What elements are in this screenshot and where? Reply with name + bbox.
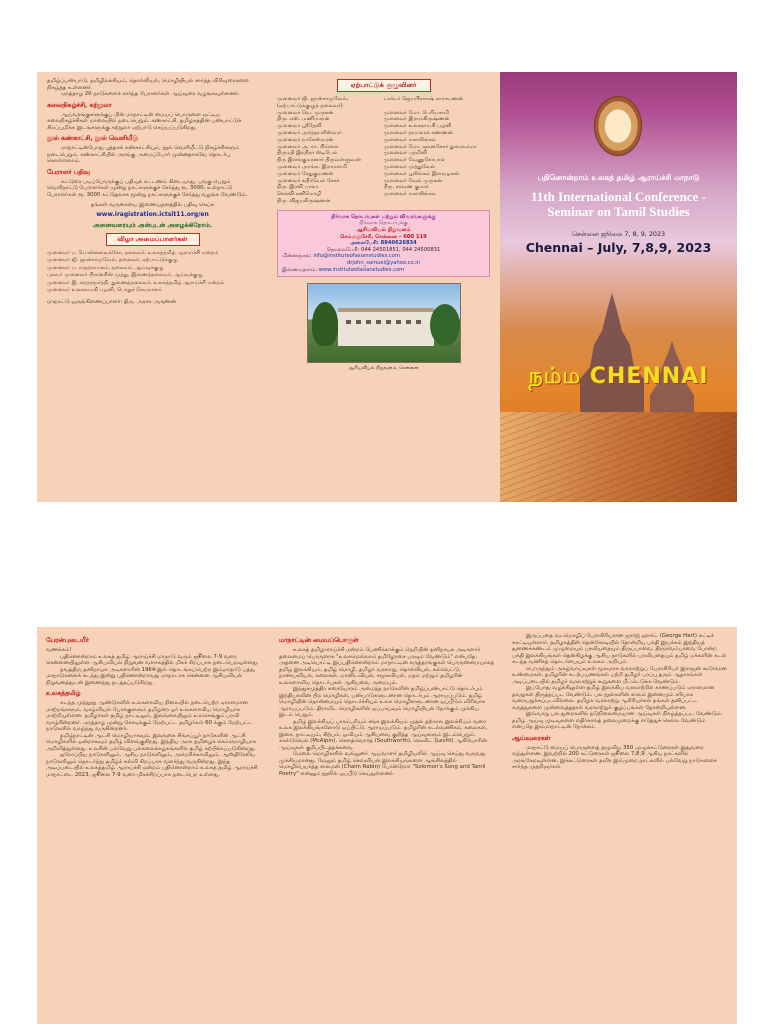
organizer-5: முனைவர் இ. சுந்தரமூர்த்தி, துணைத்தலைவர், உலகத்தமிழ் ஆராய்ச்சி மன்றம் bbox=[47, 279, 225, 286]
brochure-outer-side bbox=[37, 72, 737, 502]
committee-row: முனைவர் கதிர்வேல் சேகர் முனைவர் வேல் முருகன் bbox=[277, 177, 443, 184]
world-tamil-para-3: ஐரோப்பிய நாடுகளிலும், ஆசிய நாடுகளிலும், அமெரிக்காவிலும், ஆஸ்திரேலிய நாடுகளிலும் தொடர்ந்து தமிழ்க் கல்வி சிறப்பாக வளர்ந்து வருகின்றது. இந்த அடிப்படையில் உலகத்தமிழ் ஆராய்ச்சி மன்றம் பதினொன்றாம் உலகத் தமிழ் ஆராய்ச்சி மாநாட்டை 2023, ஜூலை 7-9 வரை மிகச்சிறப்பாக நடைபெற உள்ளது. bbox=[46, 752, 258, 778]
research-para-2: பொருந்தும் அகழ்வாய்வுகள் மூலமாக வரலாற்றுப் பேராசிரியர் இராஜன் கூடுமென உண்மைகள், தமிழரின் கடற்பயணங்கள் பற்றி தமிழர் பரப்பு தரும் ஆதாரங்கள் அடிப்படையில் தமிழர் வரலாற்றுக் கூறுகளை மீட்டெடுக்க வேண்டும். bbox=[512, 665, 727, 685]
institute-photo bbox=[307, 283, 461, 363]
committee-row: முனைவர் ஜி. ஜான்சாமுவேல், டாக்டர் ஜெயபிரகாஷ் நாராயணன் bbox=[277, 96, 464, 102]
coordinator: மாநாட்டு ஒருங்கிணைப்பாளர்: திரு. அரசா அருணன் bbox=[47, 299, 177, 306]
committee-title: ஏற்பாட்டுக் குழுவினர் bbox=[337, 79, 431, 92]
building-shape bbox=[338, 308, 434, 346]
committee-list bbox=[277, 96, 490, 205]
organizers-title: விழா அமைப்பாளர்கள் bbox=[106, 233, 200, 246]
committee-row: (ஏற்பாட்டுக்குழுத் தலைவர்) bbox=[277, 102, 343, 109]
book-text: மாநாட்டின்போது புத்தகக் கண்காட்சியும், நூல் வெளியீட்டு நிகழ்ச்சிகளும் நடைபெறும். கண்காட்சியில் அரங்கு அமைப்போர் முன்னதாகவே தொடர்பு கொள்ளலாம். bbox=[47, 145, 240, 164]
email-1[interactable]: info@instituteofasianstudies.com bbox=[313, 253, 400, 260]
invitation-para-1: பதினொன்றாம் உலகத் தமிழ் ஆராய்ச்சி மாநாடு வரும் ஜூலை 7-9 வரை சென்னையிலுள்ள ஆசியவியல் நிறுவன வளாகத்தில் மிகச் சிறப்பாக நடைபெறவுள்ளது. bbox=[46, 653, 259, 666]
contact-line-5: தொலைபேசி: 044 24501851, 044 24500831 bbox=[326, 246, 441, 253]
web-label: இணையதளம்: bbox=[282, 266, 317, 273]
committee-row: முனைவர் அ. ரா. பிள்ளை முனைவர் மோ. ஞானசேகர் துரைவர்மா bbox=[277, 143, 477, 150]
arts-text: ஆய்வரங்குகளுக்குப் பின் மாநாட்டின் மையப் பொருளை ஒட்டிய கலைநிகழ்ச்சிகள் மாலையில் நடைபெறும். கண்காட்சி, தமிழகத்தின் பண்பாட்டுச் சிறப்புமிக்க இடங்களுக்கு கற்றுலா ஏற்பாடு செய்யப்படுகிறது. bbox=[47, 111, 242, 131]
cover-tamil-title: பதினொன்றாம் உலகத் தமிழ் ஆராய்ச்சி மாநாடு bbox=[537, 173, 700, 182]
contact-box bbox=[277, 210, 490, 277]
heading-registration: பேராளர் பதிவு bbox=[47, 168, 90, 176]
conference-emblem-icon bbox=[594, 96, 642, 156]
cover-english-title bbox=[510, 189, 727, 219]
world-tamil-para-2: தமிழ்நாட்டின் ஆட்சி மொழியாகவும், இலங்கை சிங்கப்பூர் நாடுகளின் ஆட்சி மொழிகளில் ஒன்றாகவும் தமிழ் விளங்குகிறது. இந்திய அரசு தமிழைச் செம்மொழியாக அறிவித்துள்ளது. உலகின் பல்வேறு பல்கலைக்கழகங்களில் தமிழ் கற்பிக்கப்படுகின்றது. bbox=[46, 732, 257, 752]
panel-committee bbox=[267, 72, 500, 502]
committee-row: திரு. எஸ். மணிமாறன் முனைவர் இராமகிருஷ்ணன் bbox=[277, 116, 450, 123]
registration-text: கட்டுரை படிப்போருக்குப் பதிவுக் கட்டணம் கிடையாது. பங்கு பெறும் வெளிநாட்டு பேராளர்கள் முன்று நாட்களுக்குச் சேர்த்து ரூ. 3000, உள்நாட்டு பேராளர்கள் ரூ. 3000 கட்டுதலாக மூன்று நாட்களுக்குச் சேர்த்து வழங்க வேண்டும். bbox=[47, 178, 248, 198]
tree-shape bbox=[312, 302, 338, 346]
panel-invitation bbox=[37, 627, 270, 1024]
registration-link-intro: தங்கள் வருகையை இணையதளத்தில் பதிவு செய்க bbox=[90, 202, 215, 208]
contact-line-3: செம்மஞ்சேரி, சென்னை – 600 119 bbox=[340, 233, 427, 240]
research-para-4: இவ்வாறு பல துறைகளில் நடுநிலைமையான ஆய்வுகள் நிகழ்த்தப்பட வேண்டும். தமிழ் ஆய்வு முடிவுகளை எதிர்காலத் தலைமுறைக்கு எடுத்துச் செல்ல வேண்டும் என்பதே இம்மாநாட்டின் நோக்கம். bbox=[512, 711, 723, 730]
website-link[interactable]: www.instituteofasianstudies.com bbox=[318, 266, 405, 273]
theme-para-2: இந்துசமுத்திர கரையோரம் அமைந்த நாடுகளின் தமிழ்ப்பண்பாட்டு தொடர்பும் இந்தியாவின் பிற மொழிகள், பண்பாடுகளுடனான தொடர்பும் ஆராயப்படும். தமிழ் மொழியின் தொன்மையும் தொடர்ச்சியும் உலக மொழிகளுடனான ஒப்பீடும் விரிவாக ஆராயப்படும். திராவிட மொழிகளின் ஒப்பாய்வும் மொழியியல் நோக்கும் முக்கிய இடம் பெறும். bbox=[279, 686, 486, 718]
world-tamil-para-1: கடந்த முந்நூறு ஆண்டுகளில் உலகளாவிய நிலையில் நடைபெற்ற ஏராளமான மாற்றங்களும், வாழ்வியல் போக்குகளும் தமிழரை ஓர் உலகளாவிய மொழியாக மாற்றியுள்ளன. தமிழர்கள் தமிழ் நாட்டிலும், இலங்கையிலும் உலகெங்கும் பரவி வாழ்கின்றனர். ஏறத்தாழ முன்று கோடிக்கும் மேற்பட்ட தமிழர்கள் 60 க்கும் மேற்பட்ட நாடுகளில் வாழ்ந்து வருகின்றனர். bbox=[46, 700, 253, 732]
organizer-2: முனைவர் ஜி. ஜான்சாமுவேல், தலைவர், ஏற்பாட்டுக்குழு bbox=[47, 257, 178, 264]
heading-book: நூல் கண்காட்சி, நூல் வெளியீடு bbox=[47, 135, 138, 142]
namma-chennai-banner: நம்ம CHENNAI bbox=[528, 364, 709, 389]
email-2[interactable]: drjohn_samuel@yahoo.co.in bbox=[346, 259, 420, 266]
tree-shape bbox=[430, 304, 460, 346]
panel-cover bbox=[500, 72, 737, 502]
committee-row: திரு. இரவி பாலா திரு. சரவண குமார் bbox=[277, 184, 429, 191]
greeting-text: வணக்கம்! bbox=[46, 647, 72, 653]
organizer-1: முனைவர் ப. பொன்னவைக்கோ, தலைவர், உலகத்தமிழ் ஆராய்ச்சி மன்றம் bbox=[47, 249, 219, 256]
cover-date-english: Chennai – July, 7,8,9, 2023 bbox=[525, 240, 712, 255]
photo-caption: ஆசியவியல் நிறுவனம், சென்னை bbox=[348, 366, 419, 372]
committee-row: முனைவர் ஸ்ரீதேவி முனைவர் உலகநாயகி பழனி bbox=[277, 123, 452, 130]
research-para-5: மாநாட்டு மையப் பொருளைத் தழுவிய 350 முழுக்கட்டுரைகள் இதுவரை வந்துள்ளன. இவற்றில் 200 கட்டுரைகள் ஜூலை 7,8,9 ஆகிய நாட்களில் அரங்கேறவுள்ளன. இக்கட்டுரைகள் தவிர இம்முறை நாட்களில் பல்வேறு நாடுகளைச் சார்ந்த முதறிஞர்கள் bbox=[512, 744, 717, 770]
research-para-1: இருப்பதை வடமொழிப் பேராசிரியரான ஜார்ஜ் ஹார்ட் (George Hart) சுட்டிக் காட்டியுள்ளார். தமிழகத்தின் தென்கோடியில் தோன்றிய பக்தி இயக்கம் இந்தியத் துணைக்கண்டம் முழுமையும் பரவியதையும் திருப்பாவை, திருவெம்பாவை போன்ற பக்தி இலக்கியங்கள் தென்கிழக்கு ஆசிய நாடுகளில் பரவியதையும் தமிழ் மக்களின் கடல் கடந்த வணிகத் தொடர்பையும் உலகம் அறியும். bbox=[512, 633, 727, 665]
committee-row: முனைவர் வெ. முருகன் முனைவர் மோ. பெரியசாமி bbox=[277, 109, 450, 116]
organizer-4: புலவர் முனைவர் பிரான்சிஸ் முத்து, இணைத்தலைவர், ஆய்வுக்குழு bbox=[47, 272, 203, 279]
heading-research-papers: ஆய்வுரைகள் bbox=[512, 734, 551, 742]
cover-english-title-line-2: Seminar on Tamil Studies bbox=[547, 204, 690, 219]
shore-temple-illustration bbox=[520, 287, 720, 427]
cover-date-tamil: சென்னை ஜூலை 7, 8, 9, 2023 bbox=[571, 230, 666, 238]
organizer-3: முனைவர் ப. மருதநாயகம், தலைவர், ஆய்வுக்குழு bbox=[47, 264, 164, 271]
contact-heading: நிர்வாக தொடர்புகள் மற்றும் விவரங்களுக்கு bbox=[331, 213, 436, 220]
theme-para-3: தமிழ் இலக்கியப் பாரம்பரியம் சங்க இலக்கியம் முதல் தற்கால இலக்கியம் வரை உலக இலக்கியங்களோடு ஒப்பிட்டு ஆராயப்படும். தமிழரின் கடல்வணிகம், கலைகள், இசை, நாட்டியம், சிற்பம், ஓவியம் ஆகியவை குறித்த ஆய்வுகளும் இடம்பெறும். கால்டுவெல் (McAlpin), சௌத்வொர்த் (Southworth), லெவிட் (Levitt) ஆகியோரின் ஆய்வுகள் குறிப்பிடத்தக்கவை. bbox=[279, 718, 488, 751]
contact-line-4: அலைபேசி: 8840626834 bbox=[350, 240, 417, 247]
committee-row: முனைவர் அரங்க. இராமசாமி முனைவர் முத்துவேல் bbox=[277, 163, 436, 170]
panel-research bbox=[503, 627, 737, 1024]
theme-para-4: மேலை மொழிகளில் வல்லுனர் ஆய்வாளர் தமிழியலில் ஆய்வு செய்து வருவது முக்கியமானது. மேலும் தமிழ் செவ்வியல் இலக்கியங்களை ஆங்கிலத்தில் மொழிபெயர்த்த சாலமன் (Chaim Rabin) போன்றோர் "Solomon's Song and Tamil Poetry" என்னும் நூலில் ஒப்பீடு செய்துள்ளனர். bbox=[279, 751, 486, 777]
heading-arts: கலைநிகழ்ச்சி, கற்றுலா bbox=[47, 101, 112, 109]
committee-row: திரு இளங்குமரனார் திருவள்ளுவன் முனைவர் வேணுகோபால் bbox=[277, 157, 446, 164]
intro-text: தமிழ்ப்பண்பாடு, தமிழிலக்கியம், தொல்லியல், மொழியியல் சார்ந்த விரிவுரைகளை நிகழ்த்த உள்ளனர். bbox=[47, 78, 249, 91]
contact-line-1: நிர்வாக தொடர்புக்கு bbox=[359, 220, 408, 227]
organizer-6: முனைவர் உலகநாயகி பழனி, பொதுச் செயலாளர் bbox=[47, 287, 162, 294]
panel-details bbox=[37, 72, 267, 502]
registration-url[interactable]: www.iragistration.ictsit11.org/en bbox=[96, 210, 209, 218]
panel-theme bbox=[270, 627, 503, 1024]
heading-world-tamil: உலகத்தமிழ் bbox=[46, 690, 81, 697]
theme-para-1: உலகத் தமிழாராய்ச்சி மன்றம் பேணிக்காக்கும் நெறியின் தனிநாயக அடிகளார் தலைமைப் பொருளாக "உலகமெல்லாம் தமிழோசை பரவும் வேண்டும்" என்பதே. அதனை அடியொட்டி இப்பதினொன்றாம் மாநாட்டின் கருத்தரங்குகள் பொருண்மையாகத் தமிழ் இலக்கியம், தமிழ் மொழி, தமிழர் வரலாறு, தொல்லியல், கல்வெட்டு, நாணயவியல், கலைகள், மானிடவியல், சமூகவியல், மதம் மற்றும் தமிழரின் உலகளாவிய தொடர்புகள் ஆகியவை அமையும். bbox=[279, 647, 494, 686]
committee-row: திருமதி இந்திரா ஸ்டிபேல் முனைவர் பத்மினி bbox=[277, 150, 428, 157]
research-para-3: இப்போது வழக்கிலுள்ள தமிழ் இலக்கிய வரலாற்றில் காணப்படும் ஏராளமான தவறுகள் திருத்தப்பட வேண்டும். பல நூல்களின் காலம் இன்னமும் சரியாக வரையறுக்கப்படவில்லை. தமிழக வரலாற்று ஆசிரியர்கள் தங்கள் தனிப்பட்ட கருத்துகளை முன்வைத்ததால் வரலாற்றுக் குழப்பங்கள் தோன்றியுள்ளன. bbox=[512, 685, 715, 711]
email-label: மின்னஞ்சல்: bbox=[282, 253, 312, 260]
committee-row: திரு. விஜயகிருஷ்ணன் bbox=[277, 197, 331, 204]
committee-row: முனைவர் நாகேஸ்வரன் முனைவர் மகாலிங்கம் bbox=[277, 136, 437, 143]
inscription-texture bbox=[500, 412, 737, 502]
committee-row: செல்வி கனிமொழி முனைவர் மகாலிங்கம் bbox=[277, 191, 437, 198]
heading-theme: மாநாட்டின் மையப்பொருள் bbox=[279, 637, 359, 644]
invitation-para-2: தவத்திரு தனிநாயக அடிகளாரின் 1964-இல் தொடங்கப்பெற்ற இம்மாநாடு பத்து மாநாடுகளைக் கடந்து இன்று பதினொன்றாவது மாநாடாக சென்னை ஆசியவியல் நிறுவனத்துடன் இணைந்து நடத்தப்படுகிறது. bbox=[46, 666, 255, 686]
heading-greeting: பேரன்புடையீர் bbox=[46, 637, 89, 644]
welcome-text: அனைவரையும் அன்புடன் அழைக்கிறோம். bbox=[93, 221, 212, 229]
intro-text-2: ஏறத்தாழ 20 நாடுகளைச் சார்ந்த பேராளர்கள் ஆய்வுரை வழங்கவுள்ளனர். bbox=[61, 91, 240, 97]
brochure-inner-side bbox=[37, 627, 737, 1024]
committee-row: முனைவர் சேதுகுமணன் முனைவர் பூலிங்கம் இளவழகன் bbox=[277, 170, 460, 177]
contact-line-2: ஆசியவியல் நிறுவனம் bbox=[356, 226, 411, 233]
committee-row: முனைவர் அர்த்தநாரீஸ்வரர் முனைவர் தாமரைக் கண்ணன் bbox=[277, 129, 453, 136]
cover-english-title-line-1: 11th International Conference - bbox=[531, 189, 706, 204]
